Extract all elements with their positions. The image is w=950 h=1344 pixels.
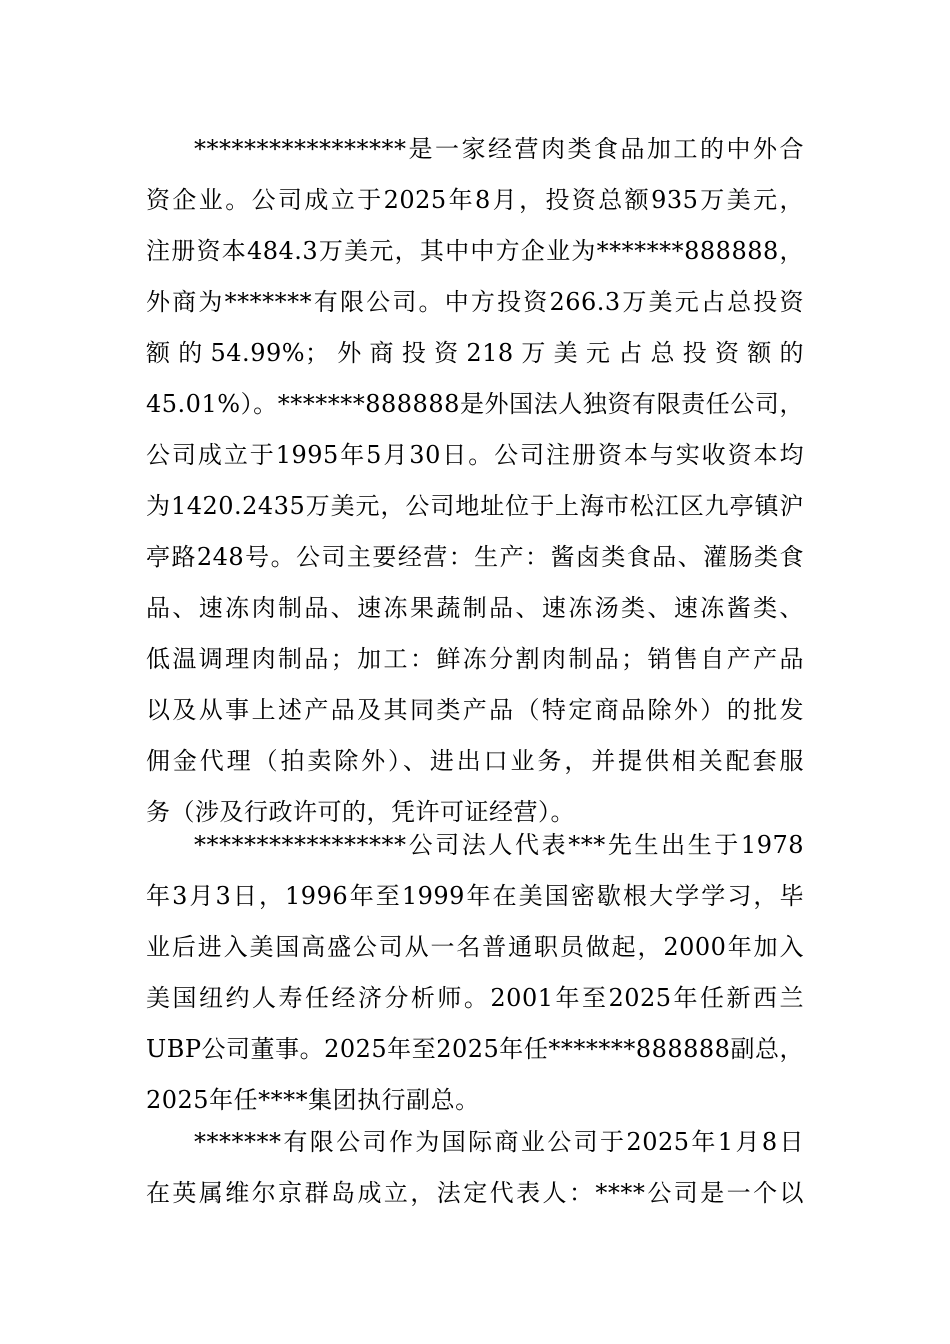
paragraph-line: *****************公司法人代表***先生出生于1978: [194, 831, 804, 859]
paragraph-line: *****************是一家经营肉类食品加工的中外合: [194, 135, 804, 163]
paragraph-company-profile: [146, 124, 804, 838]
paragraph-line: 美国纽约人寿任经济分析师。2001年至2025年任新西兰: [146, 984, 804, 1012]
paragraph-legal-representative: [146, 820, 804, 1126]
paragraph-line: UBP公司董事。2025年至2025年任*******888888副总，: [146, 1035, 804, 1063]
paragraph-line: 注册资本484.3万美元，其中中方企业为*******888888，: [146, 237, 804, 265]
paragraph-line: 以及从事上述产品及其同类产品（特定商品除外）的批发: [146, 696, 804, 724]
paragraph-line: 2025年任****集团执行副总。: [146, 1086, 480, 1114]
paragraph-line: 45.01%）。*******888888是外国法人独资有限责任公司，: [146, 390, 804, 418]
paragraph-line: 亭路248号。公司主要经营：生产：酱卤类食品、灌肠类食: [146, 543, 804, 571]
paragraph-line: 资企业。公司成立于2025年8月，投资总额935万美元，: [146, 186, 804, 214]
paragraph-line: 业后进入美国高盛公司从一名普通职员做起，2000年加入: [146, 933, 804, 961]
paragraph-line: 在英属维尔京群岛成立，法定代表人：****公司是一个以: [146, 1179, 804, 1207]
paragraph-line: 务（涉及行政许可的，凭许可证经营）。: [146, 798, 575, 826]
paragraph-line: 额的54.99%；外商投资218万美元占总投资额的: [146, 339, 804, 367]
paragraph-line: 外商为*******有限公司。中方投资266.3万美元占总投资: [146, 288, 804, 316]
paragraph-line: 佣金代理（拍卖除外）、进出口业务，并提供相关配套服: [146, 747, 804, 775]
paragraph-line: 低温调理肉制品；加工：鲜冻分割肉制品；销售自产产品: [146, 645, 804, 673]
paragraph-line: 为1420.2435万美元，公司地址位于上海市松江区九亭镇沪: [146, 492, 804, 520]
paragraph-line: *******有限公司作为国际商业公司于2025年1月8日: [194, 1128, 804, 1156]
paragraph-line: 年3月3日，1996年至1999年在美国密歇根大学学习，毕: [146, 882, 804, 910]
paragraph-line: 公司成立于1995年5月30日。公司注册资本与实收资本均: [146, 441, 804, 469]
paragraph-foreign-company: [146, 1117, 804, 1219]
paragraph-line: 品、速冻肉制品、速冻果蔬制品、速冻汤类、速冻酱类、: [146, 594, 804, 622]
